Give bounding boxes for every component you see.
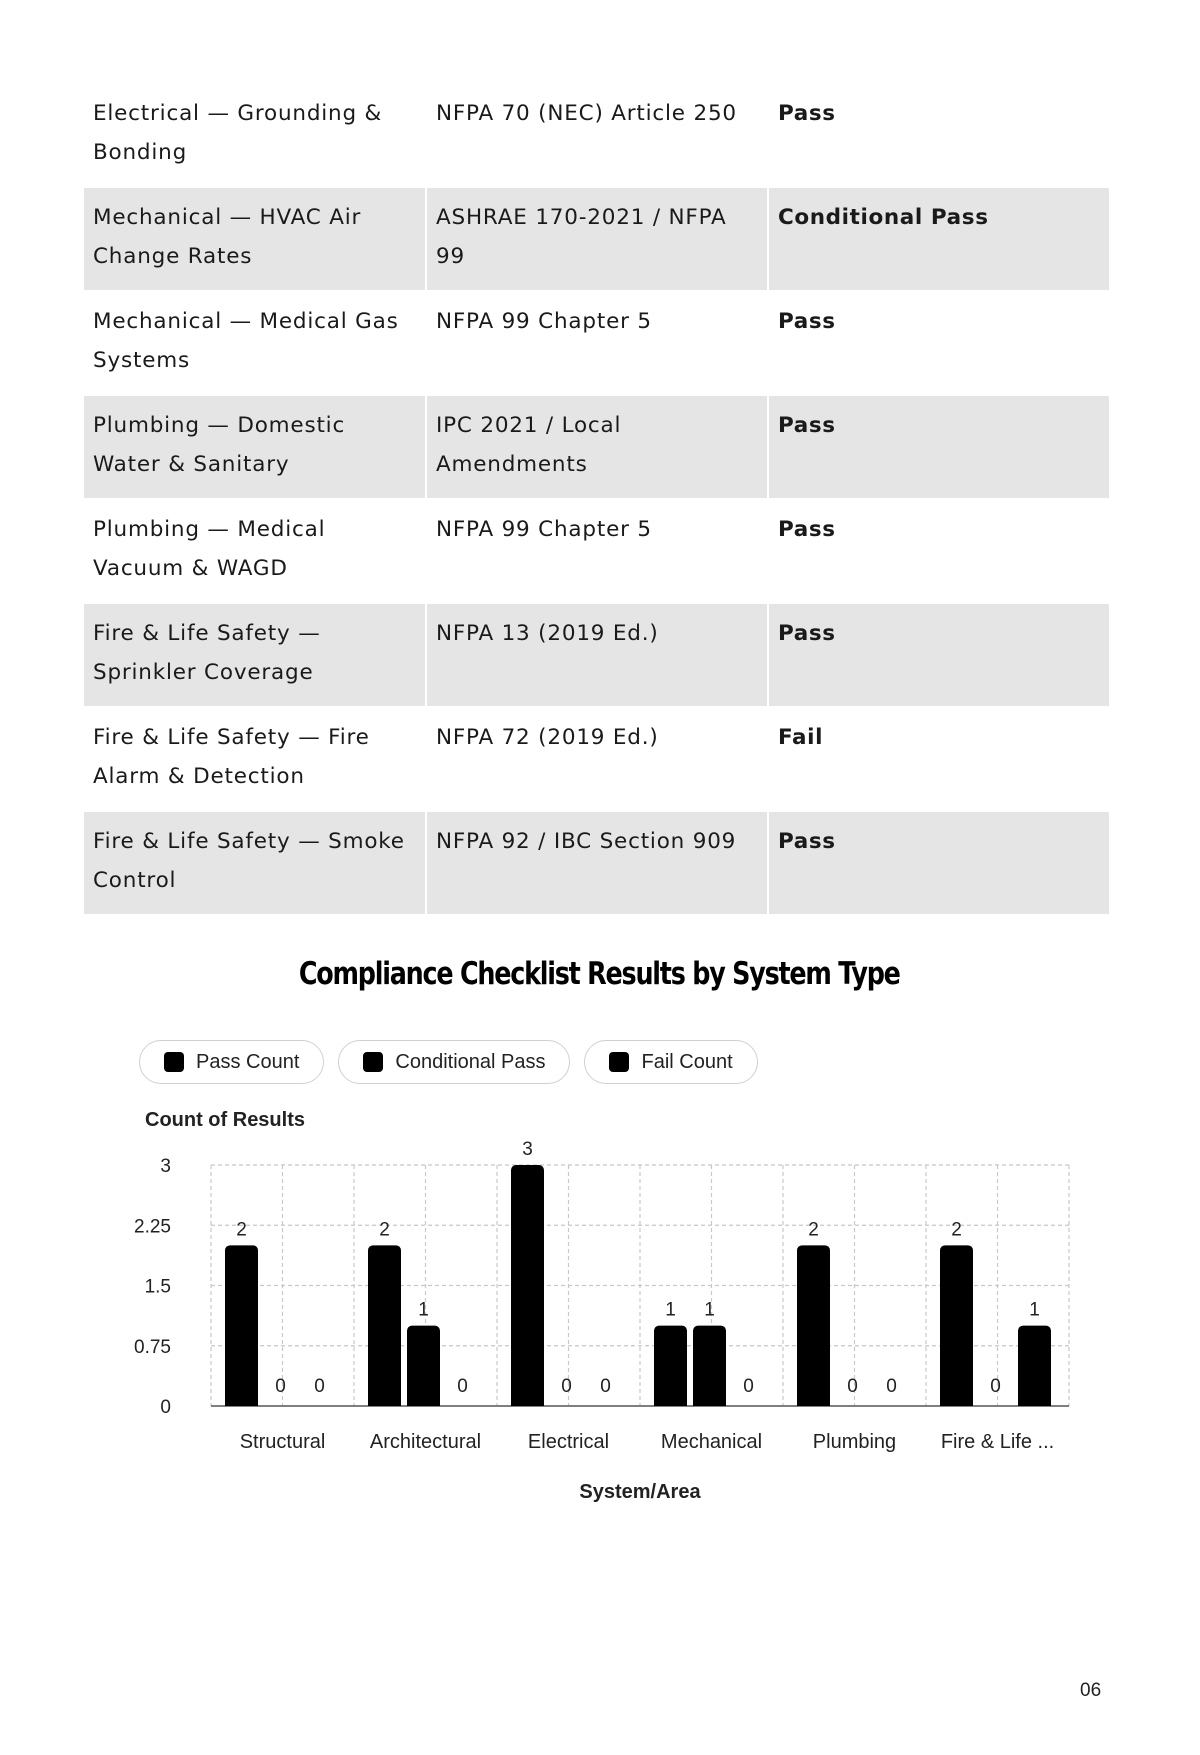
data-label: 1 [1029,1299,1040,1321]
system-cell: Fire & Life Safety — Smoke Control [84,811,426,915]
bar [511,1165,544,1406]
status-cell: Pass [768,603,1109,707]
y-tick-label: 0.75 [134,1336,171,1358]
status-cell: Pass [768,811,1109,915]
bar [225,1245,258,1406]
data-label: 0 [743,1376,754,1397]
bar-base [368,1400,401,1406]
standard-cell: NFPA 99 Chapter 5 [426,499,768,603]
y-axis-label: Count of Results [145,1109,305,1131]
data-label: 1 [704,1299,715,1321]
data-label: 2 [808,1219,819,1241]
x-tick-label: Fire & Life ... [940,1431,1055,1453]
data-label: 0 [600,1376,611,1397]
status-cell: Fail [768,707,1109,811]
bar-base [225,1400,258,1406]
data-label: 2 [951,1219,962,1241]
x-tick-label: Plumbing [812,1431,897,1453]
system-cell: Plumbing — Domestic Water & Sanitary [84,395,426,499]
system-cell: Fire & Life Safety — Sprinkler Coverage [84,603,426,707]
bar-base [940,1400,973,1406]
bar [368,1245,401,1406]
data-label: 0 [561,1376,572,1397]
bar [1018,1326,1051,1406]
bar-base [511,1400,544,1406]
data-label: 0 [275,1376,286,1397]
y-tick-label: 3 [160,1156,171,1177]
standard-cell: NFPA 92 / IBC Section 909 [426,811,768,915]
y-tick-label: 0 [160,1397,171,1418]
standard-cell: NFPA 72 (2019 Ed.) [426,707,768,811]
system-cell: Electrical — Grounding & Bonding [84,84,426,187]
status-cell: Pass [768,499,1109,603]
y-tick-label: 1.5 [144,1276,171,1298]
bar [693,1326,726,1406]
bar-base [1018,1400,1051,1406]
x-axis-label: System/Area [579,1481,701,1503]
standard-cell: NFPA 99 Chapter 5 [426,291,768,395]
bar [654,1326,687,1406]
bar [940,1245,973,1406]
chart-title: Compliance Checklist Results by System Type [298,956,900,992]
legend-label: Pass Count [196,1050,300,1073]
data-label: 0 [847,1376,858,1397]
legend-label: Fail Count [641,1050,733,1073]
system-cell: Mechanical — HVAC Air Change Rates [84,187,426,291]
system-cell: Fire & Life Safety — Fire Alarm & Detection [84,707,426,811]
x-tick-label: Structural [239,1431,326,1453]
status-cell: Conditional Pass [768,187,1109,291]
bar-base [693,1400,726,1406]
data-label: 2 [236,1219,247,1241]
standard-cell: IPC 2021 / Local Amendments [426,395,768,499]
standard-cell: NFPA 13 (2019 Ed.) [426,603,768,707]
data-label: 3 [522,1139,533,1160]
x-tick-label: Mechanical [660,1431,763,1453]
bar-base [797,1400,830,1406]
data-label: 0 [886,1376,897,1397]
data-label: 0 [314,1376,325,1397]
status-cell: Pass [768,291,1109,395]
y-tick-label: 2.25 [134,1216,171,1238]
bar [797,1245,830,1406]
legend-label: Conditional Pass [395,1050,546,1073]
data-label: 2 [379,1219,390,1241]
status-cell: Pass [768,395,1109,499]
x-tick-label: Electrical [527,1431,610,1453]
data-label: 0 [457,1376,468,1397]
bar-base [407,1400,440,1406]
bar [407,1326,440,1406]
data-label: 1 [418,1299,429,1321]
standard-cell: ASHRAE 170-2021 / NFPA 99 [426,187,768,291]
status-cell: Pass [768,84,1109,187]
system-cell: Mechanical — Medical Gas Systems [84,291,426,395]
bar-base [654,1400,687,1406]
data-label: 1 [665,1299,676,1321]
x-tick-label: Architectural [369,1431,482,1453]
standard-cell: NFPA 70 (NEC) Article 250 [426,84,768,187]
data-label: 0 [990,1376,1001,1397]
system-cell: Plumbing — Medical Vacuum & WAGD [84,499,426,603]
page-number: 06 [1080,1680,1102,1701]
